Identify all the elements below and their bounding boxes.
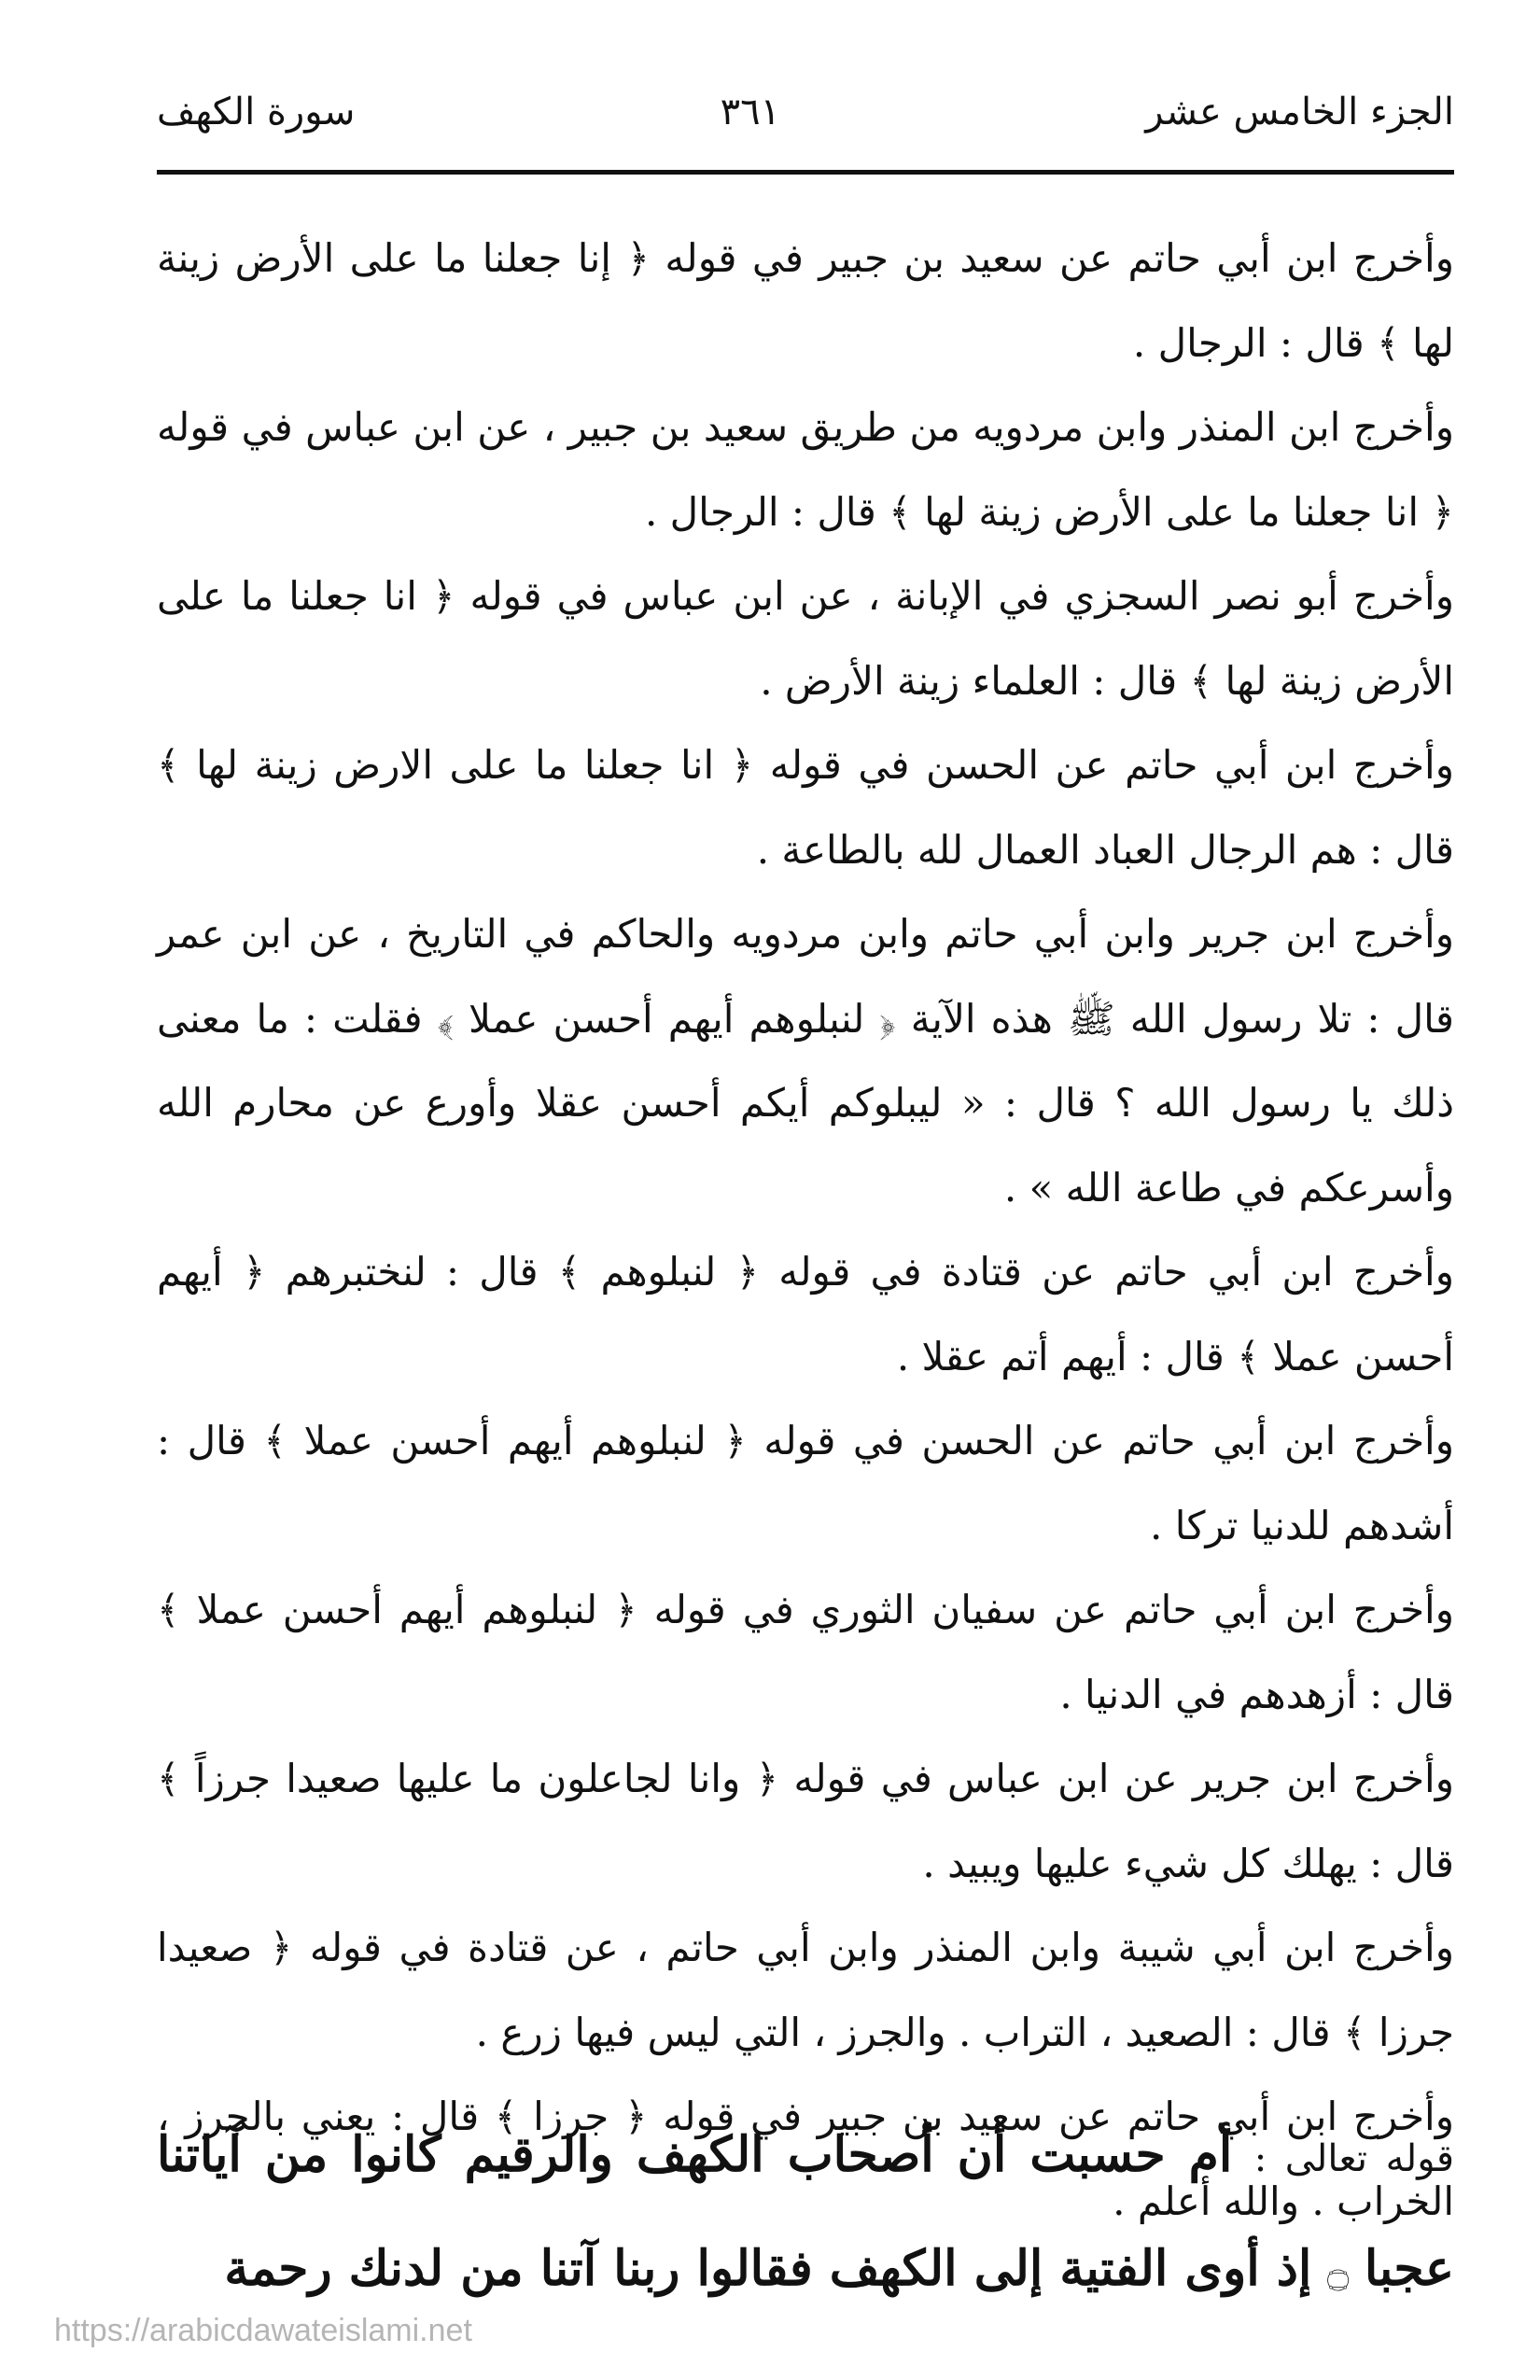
verse-intro-label: قوله تعالى : (1253, 2137, 1454, 2180)
paragraph: وأخرج ابن جرير وابن أبي حاتم وابن مردويه والحاكم في التاريخ ، عن ابن عمر قال : تلا رسول الله ﷺ هذه الآية ﴿ لنبلوهم أيهم أحسن عملا ﴾ فقلت : ما معنى ذلك يا رسول الله ؟ قال : « ليبلوكم أيكم أحسن عقلا وأورع عن محارم الله وأسرعكم في طاعة الله » . (157, 911, 1454, 1211)
paragraph: وأخرج ابن جرير عن ابن عباس في قوله ﴿ وانا لجاعلون ما عليها صعيدا جرزاً ﴾ قال : يهلك كل شيء عليها ويبيد . (157, 1756, 1454, 1886)
page-header (157, 75, 1454, 149)
paragraph: وأخرج ابن أبي شيبة وابن المنذر وابن أبي حاتم ، عن قتادة في قوله ﴿ صعيدا جرزا ﴾ قال : الصعيد ، التراب . والجرز ، التي ليس فيها زرع . (157, 1925, 1454, 2055)
paragraph: وأخرج ابن المنذر وابن مردويه من طريق سعيد بن جبير ، عن ابن عباس في قوله ﴿ انا جعلنا ما على الأرض زينة لها ﴾ قال : الرجال . (157, 404, 1454, 535)
paragraph: وأخرج ابن أبي حاتم عن سعيد بن جبير في قوله ﴿ إنا جعلنا ما على الأرض زينة لها ﴾ قال : الرجال . (157, 235, 1454, 366)
paragraph: وأخرج ابن أبي حاتم عن الحسن في قوله ﴿ انا جعلنا ما على الارض زينة لها ﴾ قال : هم الرجال العباد العمال لله بالطاعة . (157, 742, 1454, 873)
juz-title: الجزء الخامس عشر (1145, 91, 1454, 133)
site-watermark: https://arabicdawateislami.net (54, 2313, 472, 2348)
commentary-body (157, 217, 1454, 2244)
paragraph: وأخرج ابن أبي حاتم عن سعيد بن جبير في قوله ﴿ جرزا ﴾ قال : يعني بالجرز ، الخراب . والله أعلم . (157, 2093, 1454, 2224)
page-number: ٣٦١ (720, 91, 781, 133)
verse-9-text: أم حسبت أن أصحاب الكهف والرقيم كانوا من آياتنا عجبا (157, 2126, 1454, 2297)
surah-name: سورة الكهف (157, 91, 356, 133)
paragraph: وأخرج ابن أبي حاتم عن قتادة في قوله ﴿ لنبلوهم ﴾ قال : لنختبرهم ﴿ أيهم أحسن عملا ﴾ قال : أيهم أتم عقلا . (157, 1249, 1454, 1379)
verse-10-text: إذ أوى الفتية إلى الكهف فقالوا ربنا آتنا من لدنك رحمة (224, 2240, 1312, 2297)
paragraph: وأخرج ابن أبي حاتم عن سفيان الثوري في قوله ﴿ لنبلوهم أيهم أحسن عملا ﴾ قال : أزهدهم في الدنيا . (157, 1587, 1454, 1717)
paragraph: وأخرج ابن أبي حاتم عن الحسن في قوله ﴿ لنبلوهم أيهم أحسن عملا ﴾ قال : أشدهم للدنيا تركا . (157, 1418, 1454, 1548)
paragraph: وأخرج أبو نصر السجزي في الإبانة ، عن ابن عباس في قوله ﴿ انا جعلنا ما على الأرض زينة لها ﴾ قال : العلماء زينة الأرض . (157, 573, 1454, 704)
quran-verse-block (157, 2100, 1454, 2328)
header-divider (157, 170, 1454, 175)
ayah-end-marker: ۝ (1326, 2251, 1350, 2294)
